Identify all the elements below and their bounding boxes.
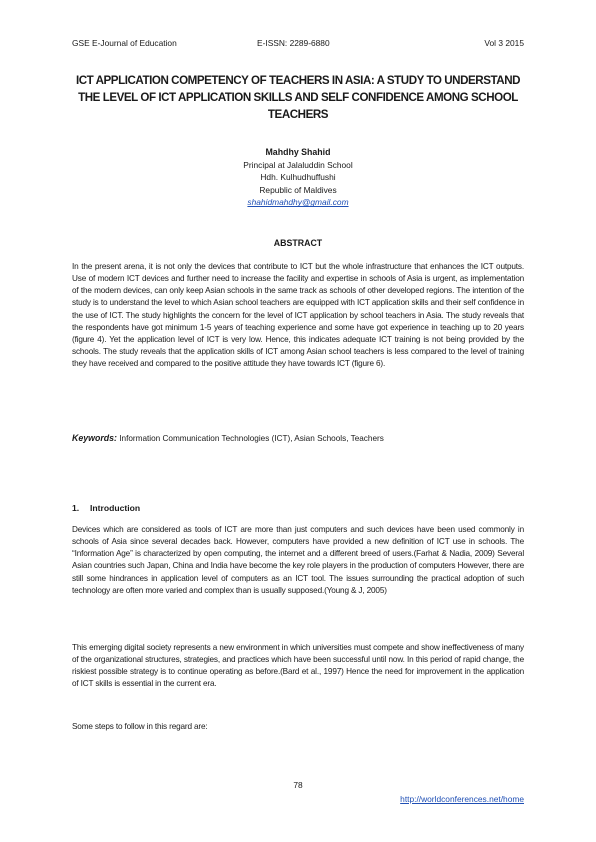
keywords-label: Keywords: [72,433,117,443]
abstract-text: In the present arena, it is not only the devices that contribute to ICT but the whole infrastructure that enhances the ICT outputs. Use of modern ICT devices and further need to increase the facility and expertise in schools of Asia is urgent, as implementation of the modern devices, can only keep Asian schools in the same track as schools of other developed regions. The intention of the study is to understand the level to which Asian school teachers are equipped with ICT application skills and their self confidence in the use of ICT. The study highlights the concern for the level of ICT application by school teachers in Asia. The study reveals that the respondents have got minimum 1-5 years of teaching experience and some have got experience in teaching up to 20 years (figure 4). Yet the application level of ICT is very low. Hence, this indicates adequate ICT training is not being provided by the schools. The study reveals that the application skills of ICT among Asian school teachers is less compared to the level of training they have received and compared to the positive attitude they have towards ICT (figure 6). [72,262,524,369]
journal-name: GSE E-Journal of Education [72,38,177,48]
author-location: Hdh. Kulhudhuffushi [260,172,336,183]
author-name: Mahdhy Shahid [265,147,331,157]
section-number: 1. [72,503,80,513]
author-country: Republic of Maldives [259,184,337,195]
running-header [72,38,524,50]
section-heading-introduction [72,503,140,513]
paper-title: ICT APPLICATION COMPETENCY OF TEACHERS IN ASIA: A STUDY TO UNDERSTAND THE LEVEL OF ICT APPLICATION SKILLS AND SELF CONFIDENCE AMONG SCHOOL TEACHERS [75,74,521,121]
section-title: Introduction [90,503,141,513]
page-number: 78 [293,780,303,790]
author-block [148,146,448,209]
volume-label: Vol 3 2015 [484,38,524,48]
keywords-text: Information Communication Technologies (ICT), Asian Schools, Teachers [119,434,384,443]
footer-link[interactable]: http://worldconferences.net/home [400,794,524,804]
issn-label: E-ISSN: 2289-6880 [257,38,330,48]
intro-paragraph-2: This emerging digital society represents a new environment in which universities must compete and show ineffectiveness of many of the organizational structures, strategies, and practices which have been successful until now. In this period of rapid change, the riskiest possible strategy is to continue operating as before.(Bard et al., 1997) Hence the need for improvement in the application of ICT skills is essential in the current era. [72,643,524,689]
intro-paragraph-3: Some steps to follow in this regard are: [72,722,208,731]
abstract-heading: ABSTRACT [273,238,323,248]
intro-paragraph-1: Devices which are considered as tools of ICT are more than just computers and such devices have been used commonly in schools of Asia since several decades back. However, computers have provided a new definition of ICT use in schools. The “Information Age” is characterized by open computing, the internet and a different breed of users.(Farhat & Nadia, 2009) Several Asian countries such Japan, China and India have become the key role players in the production of computers However, there are still some hindrances in application level of computers as an ICT tool. The issues surrounding the practical adoption of such technology are often more varied and complex than is usually supposed.(Young & J, 2005) [72,525,524,595]
author-email-link[interactable]: shahidmahdhy@gmail.com [247,197,349,208]
keywords-line [72,433,524,443]
author-position: Principal at Jalaluddin School [243,159,353,170]
